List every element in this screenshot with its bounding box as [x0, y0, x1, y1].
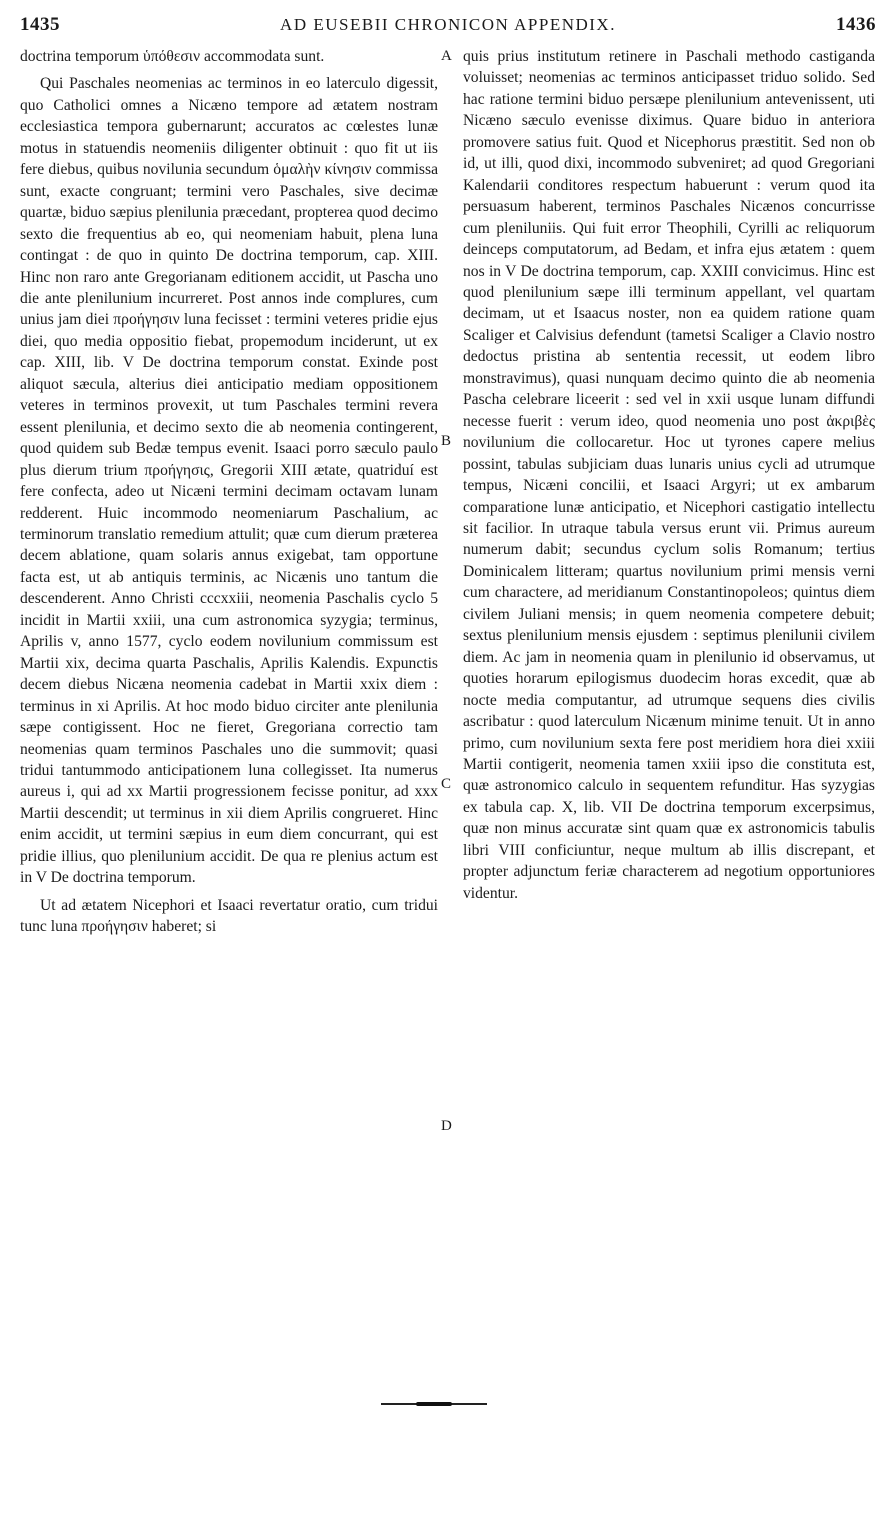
- paragraph-paschales: Qui Paschales neomenias ac terminos in eo laterculo digessit, quo Catholici omnes a Nicæno tempore ad ætatem nostram ecclesiastica tempora gubernarunt; accuratos ac cœlestes lunæ motus in statuendis neomeniis diligenter obtinuit : quo fit ut iis fere diebus, quibus novilunia secundum ὁμαλὴν κίνησιν commissa sunt, exacte congruant; termini vero Paschales, sive decimæ quartæ, biduo sæpius plenilunia præcedant, propterea quod decimo sexto die frequentius ab eo, qui neomeniam habuit, plena luna contingat : de quo in quinto De doctrina temporum, cap. XIII. Hinc non raro ante Gregorianam editionem accidit, ut Pascha uno die ante plenilunium incurreret. Post annos inde complures, cum unius jam diei προήγησιν luna fecisset : termini veteres pridie ejus diei, quo media oppositio fiebat, propemodum inciderunt, ut ex cap. XIII, lib. V De doctrina temporum constat. Exinde post aliquot sæcula, alterius diei anticipatio mediam oppositionem veteres in terminos provexit, ut tum Paschales termini revera essent plenilunia, et decimo sexto die ab neomenia contingerent, quod quidem sub Bedæ tempus evenit. Isaaci porro sæculo paulo plus dierum trium προήγησις, Gregorii XIII ætate, quatriduí est fere confecta, adeo ut Nicæni termini decimam octavam lunam redderent. Huic incommodo neomeniarum Paschalium, ac terminorum translatio remedium attulit; quæ cum dierum præterea decem ablatione, quam solaris annus exigebat, tam opportune facta est, ut ab antiquis terminis, ac Nicænis uno tantum die descenderent. Anno Christi cccxxiii, neomenia Paschalis cyclo 5 incidit in Martii xxiii, una cum astronomica syzygia; terminus, Aprilis v, anno 1577, cyclo eodem novilunium commissum est Martii xix, decima quarta Paschalis, Aprilis Kalendis. Expunctis decem diebus Nicæna neomenia cadebat in Martii xxix diem : terminus in xi Aprilis. At hoc modo biduo circiter ante plenilunia sæpe contigissent. Hoc ne fieret, Gregoriana correctio tam neomenias quam terminos Paschales uno die summovit; quasi tridui tantummodo anticipationem luna collegisset. Ita numerus aureus i, qui ad xx Martii progressionem fecisse ponitur, ad xxx Martii descendit; ut terminus in xii diem Aprilis congrueret. Hinc enim accidit, ut termini sæpius in eum diem concurrant, qui est pridie illius, quo plenilunium accidit. De qua re plenius actum est in V De doctrina temporum.: [20, 75, 438, 887]
- paragraph-right: quis prius institutum retinere in Paschali methodo castiganda voluisset; neomenias ac terminos anticipasset triduo solido. Sed hac ratione termini biduo persæpe plenilunium antevenissent, uti Nicæno sæculo evenisse diximus. Quare biduo in anteriora promovere satius fuit. Quod et Nicephorus præstitit. Sed non ob id, ut illi, quod dixi, incommodo subveniret; ad quod Gregoriani Kalendarii conditores respectum habuerunt : verum quod ita persuasum haberent, terminos Paschales Nicænos concurrisse cum pleniluniis. Qui fuit error Theophili, Cyrilli ac reliquorum deinceps computatorum, ad Bedam, et infra ejus ætatem : quem nos in V De doctrina temporum, cap. XXIII convicimus. Hinc est quod plenilunium sæpe illi terminum appellant, vel quartam decimam, ut et Isaacus noster, non ea quidem ratione quam Scaliger et Calvisius defendunt (tametsi Scaliger a Clavio nostro dedoctus pristina ab sententia recessit, ut eodem libro monstravimus), quasi nunquam decimo quinto die ab neomenia Pascha celebrare liceerit : sed vel in xxii usque lunam diffundi necesse fuerit : verum ideo, quod neomenia uno post ἀκριβὲς novilunium die collocaretur. Hoc ut tyrones capere melius possint, tabulas subjiciam duas lunaris unius cycli ad utrumque tempus, Nicæni concilii, et Isaaci Argyri; ut ex ambarum comparatione lunæ anticipatio, et Nicephori castigatio intellectu sit facilior. In utraque tabula versus erunt vii. Primus aureum numerum dabit; secundus cyclum solis Romanum; tertius Dominicalem litteram; quartus novilunium primi mensis verni cum charactere, ad meridianum Constantinopoleos; quintus diem civilem Juliani mensis; in quem neomenia competere debuit; sextus plenilunium mensis ejusdem : septimus plenilunii civilem diem. Ac jam in neomenia quam in plenilunio id observamus, ut quoties horarum epilogismus duodecim horas excedit, quæ ab nocte media computantur, ad utrumque sequens dies civilis ascribatur : quod laterculum Nicænum minime tenuit. Ut in anno primo, cum novilunium sexta fere post meridiem hora diei xxiii Martii contigerit, neomenia tamen xxiii ipso die constituta est, quæ astronomico calculo in sequentem refunditur. Has syzygias ex tabula cap. X, lib. VII De doctrina temporum excerpsimus, quæ non minus accuratæ sint quam quæ ex astronomicis tabulis libri VIII conficiuntur, neque multum ab illis discrepant, et propter adjunctum feriæ characterem ad negotium opportuniores videntur.: [463, 48, 875, 902]
- paragraph-continuation: doctrina temporum ὑπόθεσιν accommodata sunt.: [20, 48, 325, 65]
- margin-letter-d: D: [441, 1118, 452, 1134]
- left-column: [20, 46, 438, 938]
- running-head: [20, 14, 876, 38]
- right-column: [463, 46, 875, 904]
- paragraph-nicephori: Ut ad ætatem Nicephori et Isaaci revertatur oratio, cum tridui tunc luna προήγησιν haberet; si: [20, 896, 438, 936]
- page-number-left: 1435: [20, 14, 60, 35]
- margin-letter-c: C: [441, 776, 452, 792]
- page-number-right: 1436: [836, 14, 876, 35]
- end-rule-ornament: [381, 1402, 487, 1406]
- margin-letter-a: A: [441, 48, 452, 64]
- rule-center-swell: [416, 1402, 452, 1406]
- margin-letter-b: B: [441, 433, 452, 449]
- running-title: AD EUSEBII CHRONICON APPENDIX.: [280, 15, 616, 34]
